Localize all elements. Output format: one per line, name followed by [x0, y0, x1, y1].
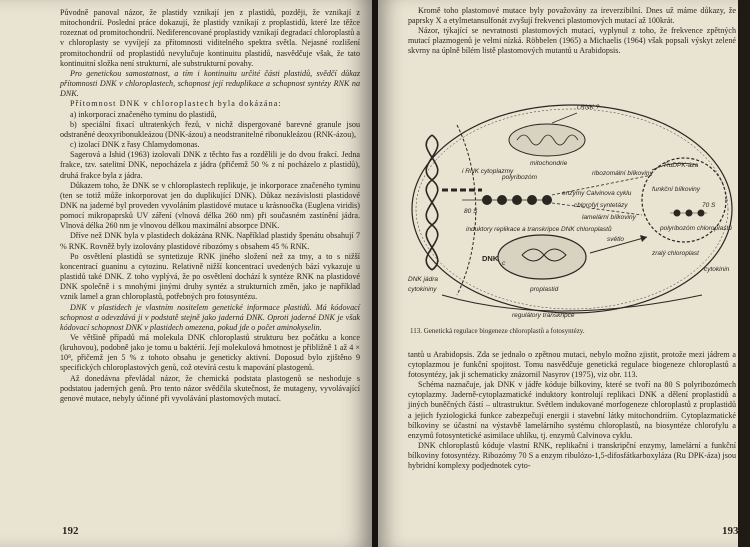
label-svetlo: světlo	[607, 236, 624, 243]
right-bottom-text	[408, 350, 736, 471]
label-ribosomal: ribozomální bílkoviny	[592, 170, 653, 177]
label-proplastid: proplastid	[530, 286, 559, 293]
arrow-regulatory	[442, 295, 702, 311]
right-paragraph: Schéma naznačuje, jak DNK v jádře kóduje bílkoviny, které se tvoří na 80 S polyribozómech cytoplazmy. Jaderně-cytoplazmatické induktory kontrolují replikaci DNK a dělení proplastidů a jiných buněčných částí – ultrastruktur. Světlem indukované morfogeneze chloroplastů z proplastidů a jejich fyziologická funkce zabezpečují energii i stavební látky mitochondriím. Cytoplazmatické bílkoviny se účastní na výstavbě lamelárního systému chloroplastů, na biosyntéze chlorofylu a enzymů fotosyntetické asimilace uhlíku, tj. enzymů Calvinova cyklu.	[408, 380, 736, 440]
mitochondrion	[509, 124, 585, 156]
label-enzymes: enzymy Calvinova cyklu	[562, 190, 632, 197]
right-top-text	[408, 6, 736, 56]
left-paragraph: Ve většině případů má molekula DNK chloroplastů strukturu bez počátku a konce (kruhovou), podobně jako je tomu u baktérií. Její molekulová hmotnost je přibližně 1 až 4 × 10⁸, přičemž jen 5 % z tohoto obsahu je geneticky aktivní. Doposud bylo zjištěno 9 specifických chloroplastových genů, což otevírá cestu k mapování plastogenů.	[60, 333, 360, 373]
label-polyribosome: polyribozóm	[502, 174, 538, 181]
label-inductors: induktory replikace a transkripce DNK chloroplastů	[466, 226, 612, 233]
label-dnk-c: DNK	[482, 254, 499, 263]
left-list-item: a) inkorporací značeného tyminu do plastidů,	[70, 109, 217, 119]
book-edge	[738, 0, 750, 547]
figure-caption: 113. Genetická regulace biogeneze chloroplastů a fotosyntézy.	[410, 327, 585, 335]
label-rudpk: RuDPK-áza	[664, 162, 699, 169]
left-paragraph-spaced: Přítomnost DNK v chloroplastech byla dokázána:	[70, 99, 282, 109]
right-paragraph: DNK chloroplastů kóduje vlastní RNK, replikační i transkripční enzymy, lamelární a funkční bílkoviny fotosyntézy. Ribozómy 70 S a enzym ribulózo-1,5-difosfátkarboxyláza (Ru DPK-áza) jsou hybridní komplexy podjednotek cyto-	[408, 440, 736, 471]
left-list-item: b) speciální fixací ultratenkých řezů, v nichž dispergované barevné granule jsou odstraněné deoxyribonukleázou (DNK-ázou) a neodstranitelné ribonukleázou (RNK-ázou),	[60, 119, 360, 139]
label-zraly: zralý chloroplast	[652, 250, 699, 257]
label-70s: 70 S	[702, 202, 716, 209]
label-dnk-jadra: DNK jádra	[408, 276, 438, 283]
left-paragraph: Důkazem toho, že DNK se v chloroplastech replikuje, je inkorporace značeného tyminu (ten se totiž může inkorporovat jen do duplikující DNK). Důkaz nezávislosti plastidové DNK na jaderné byl proveden vyvoláním plastidové mutace u krásnoočka (Euglena viridis) pomocí mikropaprsků UV záření (vlnová délka 260 nm) při současném zastínění jádra. Vlnová délka 260 nm je vlnovou délkou maximální absorpce DNK.	[60, 180, 360, 231]
label-irnk-cyto: i RNK cytoplazmy	[462, 168, 514, 175]
label-lamellar: lamelární bílkoviny	[582, 214, 636, 221]
left-page	[0, 0, 372, 547]
left-paragraph: Až donedávna převládal názor, že chemická podstata plastogenů se neshoduje s podstatou jaderných genů. Pro tento názor svědčila skutečnost, že mutageny, vyvolávající genové mutace, nebyly účinné při vyvolávání plastomových mutací.	[60, 373, 360, 403]
label-regulatory: regulátory transkripce	[512, 312, 575, 319]
page-number-right: 193	[722, 525, 738, 537]
figure-diagram	[402, 95, 738, 323]
left-paragraph: Po osvětlení plastidů se syntetizuje RNK jiného složení než za tmy, a to s nižší koncentrací guaninu a cytozinu. Relativně nižší koncentrací uvedených bází vykazuje u plastidů také DNK. Z toho vyplývá, že po osvětlení dochází k syntéze RNK na plastidové DNK společně i s mnohými jinými druhy syntéz a strukturních změn, jako je například vznik lamel a gran chloroplastů, potřebných pro fotosyntézu.	[60, 251, 360, 302]
left-paragraph-italic: Pro genetickou samostatnost, a tím i kontinuitu určité části plastidů, svědčí důkaz přítomnosti DNK v chloroplastech, schopnost její reduplikace a schopnost syntézy RNK na DNK.	[60, 68, 360, 99]
label-chlorofyl: chlorofyl syntetázy	[574, 202, 628, 209]
page-number-left: 192	[62, 525, 79, 537]
label-cytokininy: cytokininy	[408, 286, 437, 293]
dna-helix	[426, 135, 438, 270]
label-functional: funkční bílkoviny	[652, 186, 701, 193]
label-irnk-top: i RNK ?	[577, 104, 600, 111]
left-list-item: c) izolací DNK z řasy Chlamydomonas.	[70, 140, 200, 150]
label-80s: 80 S	[464, 208, 478, 215]
right-paragraph: Kromě toho plastomové mutace byly považovány za ireverzibilní. Dnes už máme důkazy, že paprsky X a etylmetansulfonát zvyšují frekvenci plastomových mutací až 100krát.	[408, 6, 736, 26]
label-cytokinin: cytokinin	[704, 266, 730, 273]
right-page	[378, 0, 738, 547]
label-dnk-c-sub: c	[502, 260, 506, 267]
label-poly-chloroplast: polyribozóm chloroplastů	[660, 225, 732, 232]
left-paragraph: Původně panoval názor, že plastidy vznikají jen z plastidů, později, že vznikají z mitochondrií. Poslední práce dokazují, že plastidy vznikají z proplastidů, které lze těžce rozeznat od promitochondrií. Nediferencované proplastidy vznikají degradací chloroplastů a v chloroplasty se vyvíjejí za přítomnosti viditelného spektra světla. Nejasné rozlišení promitochondrií od proplastidů nevylučuje kontinuitu plastidů, nasvědčuje však, že tato kontinuitní složka není strukturní, ale substrukturní povahy.	[60, 8, 360, 68]
right-paragraph: tantů u Arabidopsis. Zda se jednalo o zpětnou mutaci, nebylo možno zjistit, protože mezi jádrem a cytoplazmou je funkční spojitost. Tomu nasvědčuje genetická regulace biogeneze chloroplastů a fotosyntézy, jak ji schematicky znázornil Nasyrov (1975), viz obr. 113.	[408, 350, 736, 380]
left-text-column	[60, 8, 360, 404]
right-paragraph: Názor, týkající se nevratnosti plastomových mutací, vyplynul z toho, že frekvence zpětných mutací plazmogenů je velmi nízká. Röbbelen (1965) a Michaelis (1964) však popsali výskyt zelené skvrny na úplně bílém listě plastomových mutantů u Arabidopsis.	[408, 26, 736, 56]
left-paragraph-italic: DNK v plastidech je vlastním nositelem genetické informace plastidů. Má kódovací schopnost a odevzdává ji v podstatě stejně jako jaderná DNK. Oproti jaderné DNK je však kódovací schopnost DNK v plastidech omezena, pokud jde o počet aminokyselin.	[60, 302, 360, 332]
proplastid	[498, 235, 586, 279]
left-paragraph: Sagerová a Ishid (1963) izolovali DNK z těchto řas a rozdělili je do dvou frakcí. Jedna frakce, tzv. satelitní DNK, nepocházela z jádra (přičemž 50 % z ní pocházelo z plastidů), druhá frakce byla z jádra.	[60, 150, 360, 180]
left-paragraph: Dříve než DNK byla v plastidech dokázána RNK. Například plastidy špenátu obsahují 7 % RNK. Rovněž byly izolovány plastidové ribozómy s obsahem 45 % RNK.	[60, 231, 360, 251]
label-mitochondria: mitochondrie	[530, 160, 568, 167]
